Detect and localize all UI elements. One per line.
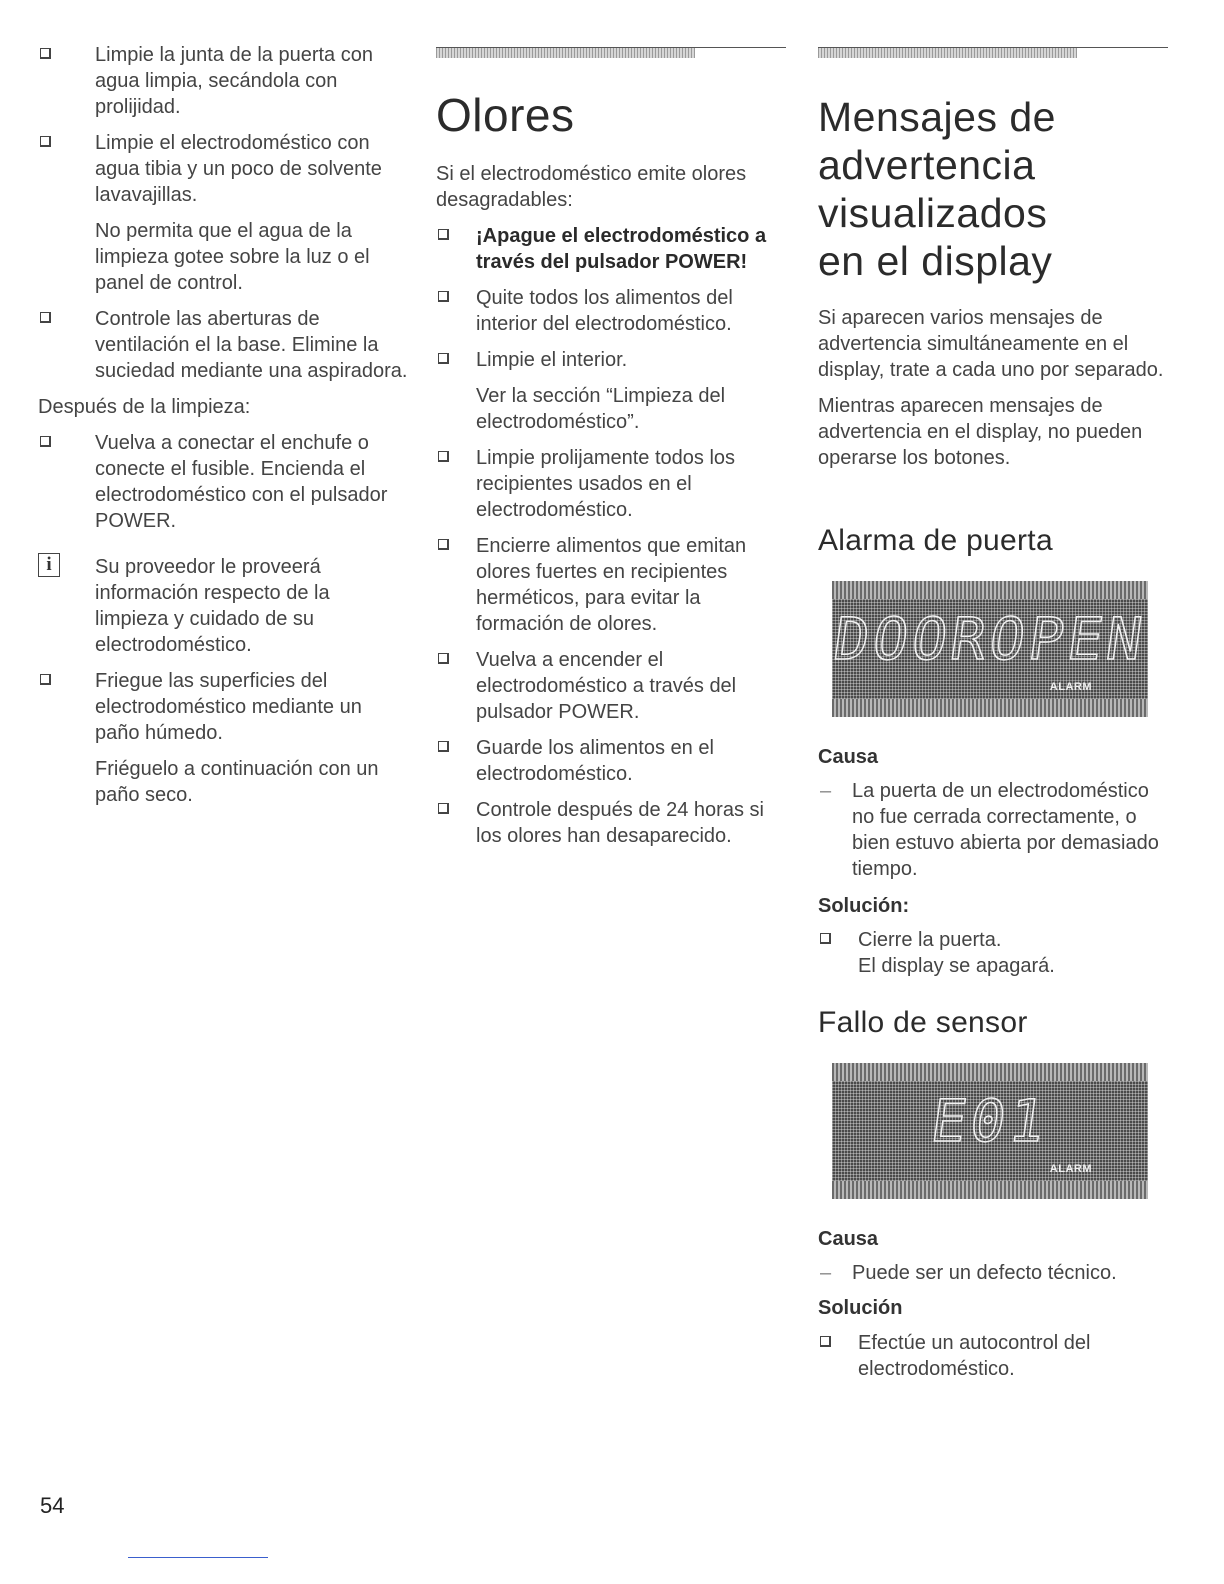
list-item: Vuelva a encender el electrodoméstico a través del pulsador POWER. [436, 647, 786, 725]
section-rule [436, 46, 786, 60]
list-item: Vuelva a conectar el enchufe o conecte el fusible. Encienda el electrodoméstico con el pulsador POWER. [38, 430, 408, 534]
list-item: Friegue las superficies del electrodoméstico mediante un paño húmedo. [38, 668, 408, 746]
heading-door-alarm: Alarma de puerta [818, 524, 1053, 557]
checkbox-bullet-icon [820, 933, 831, 944]
checkbox-bullet-icon [40, 436, 51, 447]
info-icon: i [38, 552, 86, 578]
solution-item: Efectúe un autocontrol del electrodoméstico. [818, 1330, 1168, 1382]
list-item: Controle las aberturas de ventilación el la base. Elimine la suciedad mediante una aspiradora. [38, 306, 408, 384]
section-title-mensajes: Mensajes de advertencia visualizados en el display [818, 94, 1056, 284]
solution-label: Solución [818, 1297, 903, 1319]
checkbox-bullet-icon [438, 353, 449, 364]
heading-sensor-fault: Fallo de sensor [818, 1006, 1028, 1039]
solution-label: Solución: [818, 895, 910, 917]
note-text: No permita que el agua de la limpieza gotee sobre la luz o el panel de control. [95, 220, 370, 294]
door-open-display-image [829, 581, 1151, 717]
section-title-olores: Olores [436, 89, 575, 141]
checkbox-bullet-icon [438, 741, 449, 752]
note-text: Friéguelo a continuación con un paño seco. [95, 758, 379, 806]
paragraph: Si aparecen varios mensajes de advertencia simultáneamente en el display, trate a cada uno por separado. [818, 307, 1164, 381]
column-odors [436, 0, 786, 900]
after-cleaning-label: Después de la limpieza: [38, 396, 251, 418]
alarm-label: ALARM [1049, 1163, 1092, 1175]
checkbox-bullet-icon [40, 312, 51, 323]
display-readout: E01 [926, 1087, 1054, 1155]
sensor-fault-display-image [832, 1063, 1148, 1199]
alarm-label: ALARM [1049, 681, 1092, 693]
cause-item: – Puede ser un defecto técnico. [820, 1262, 1117, 1284]
display-readout: DOOROPEN [829, 605, 1151, 673]
checkbox-bullet-icon [438, 803, 449, 814]
checkbox-bullet-icon [438, 539, 449, 550]
list-item: Limpie la junta de la puerta con agua limpia, secándola con prolijidad. [38, 42, 408, 120]
list-item: Guarde los alimentos en el electrodoméstico. [436, 735, 786, 787]
checkbox-bullet-icon [820, 1336, 831, 1347]
checkbox-bullet-icon [40, 674, 51, 685]
checkbox-bullet-icon [438, 229, 449, 240]
intro-text: Si el electrodoméstico emite olores desagradables: [436, 163, 747, 211]
list-item: Quite todos los alimentos del interior del electrodoméstico. [436, 285, 786, 337]
list-item: Limpie el interior. [436, 347, 786, 373]
checkbox-bullet-icon [438, 451, 449, 462]
info-note: i Su proveedor le proveerá información respecto de la limpieza y cuidado de su electrodoméstico. [38, 554, 408, 658]
paragraph: Mientras aparecen mensajes de advertencia en el display, no pueden operarse los botones. [818, 395, 1143, 469]
solution-item: Cierre la puerta. El display se apagará. [818, 927, 1168, 979]
page-number: 54 [40, 1493, 65, 1518]
list-item: Limpie prolijamente todos los recipientes usados en el electrodoméstico. [436, 445, 786, 523]
cause-label: Causa [818, 1228, 879, 1250]
section-rule [818, 46, 1168, 60]
list-item: Limpie el electrodoméstico con agua tibia y un poco de solvente lavavajillas. [38, 130, 408, 208]
note-text: Ver la sección “Limpieza del electrodoméstico”. [476, 385, 726, 433]
list-item: Controle después de 24 horas si los olores han desaparecido. [436, 797, 786, 849]
checkbox-bullet-icon [40, 48, 51, 59]
cause-item: – La puerta de un electrodoméstico no fue cerrada correctamente, o bien estuvo abierta por demasiado tiempo. [820, 780, 1159, 880]
column-warning-messages [818, 0, 1168, 1400]
list-item-bold: ¡Apague el electrodoméstico a través del pulsador POWER! [436, 223, 786, 275]
cause-label: Causa [818, 746, 879, 768]
footer-rule [128, 1557, 268, 1558]
checkbox-bullet-icon [40, 136, 51, 147]
checkbox-bullet-icon [438, 653, 449, 664]
checkbox-bullet-icon [438, 291, 449, 302]
list-item: Encierre alimentos que emitan olores fuertes en recipientes herméticos, para evitar la formación de olores. [436, 533, 786, 637]
